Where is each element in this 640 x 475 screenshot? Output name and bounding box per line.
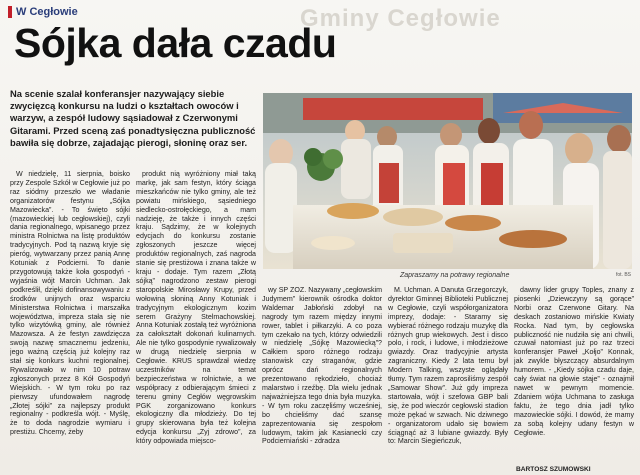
photo-credit: fot. BS xyxy=(616,272,632,278)
column-text: M. Uchman. A Danuta Grzegorczyk, dyrektor Gminnej Biblioteki Publicznej w Cegłowie, czyli współorganizatora imprezy, dodaje: - Staramy się wybierać różnego rodzaju muzykę dla różnych grup wiekowych. Jest i disco polo, i rock, i ludowe, i młodzieżowe gwiazdy. Oraz tradycyjnie artysta zagraniczny. Kiedy 2 lata temu był Modern Talking, wszyste oglądały tłumy. Tym razem zaprosiliśmy zespół „Samowar Show”. Już gdy impreza startowała, wójt i szefowa GBP bali się, że pod wieczór cegłowski stadion może pękać w szwach. Nic dziwnego - organizatorom udało się bowiem ściągnąć aż 3 lubiane gwiazdy. Były to: Marcin Siegieńczuk, xyxy=(388,286,508,446)
article-column-3 xyxy=(262,286,382,470)
article-column-5 xyxy=(514,286,634,462)
headline: Sójka dała czadu xyxy=(14,20,337,66)
article-column-4 xyxy=(388,286,508,470)
column-text: W niedzielę, 11 sierpnia, boisko przy Zespole Szkół w Cegłowie już po raz siódmy przeszło we władanie organizatorów festynu „Sójka Mazowiecka”. - To święto sójki (mazowieckiej lub cegłowskiej), czyli dania regionalnego, wpisanego przez ministra Rolnictwa na listę produktów tradycyjnych. Pod tą nazwą kryje się pieróg, wytwarzany przez panią Annę Kotuniak z Podcierni. To danie przygotowują także koła gospodyń - wyjaśnia wójt Marcin Uchman. Jak podkreślił, dzięki dofinansowywaniu z środków unijnych oraz wsparciu Ministerstwa Rolnictwa i marszałka województwa, impreza stała się nie tylko wizytówką gminy, ale również Mazowsza. A że festyn zawdzięcza swoją nazwę smacznemu jedzeniu, jego ważną częścią już kolejny raz stał się konkurs kuchni regionalnej. Rywalizowało w nim 10 potraw zgłoszonych przez 8 Kół Gospodyń Wiejskich. - W tym roku po raz pierwszy ufundowałem nagrodę „Złotej sójki” za najlepszy produkt regionalny - podkreśla wójt. - Myślę, że to doda nagrodzie wymiaru i prestiżu. Chcemy, żeby xyxy=(10,170,130,437)
author-byline: BARTOSZ SZUMOWSKI xyxy=(516,466,591,473)
article-column-2 xyxy=(136,170,256,470)
background-banner-text: Gminy Cegłowie xyxy=(300,5,501,32)
lead-paragraph: Na scenie szalał konferansjer nazywający siebie zwycięzcą konkursu na ludzi o kształtach owoców i warzyw, a zespół ludowy sąsiadował z Czerwonymi Gitarami. Przed sceną zaś ponadtysięczna publiczność bawiła się dobrze, zajadając pierogi, słoninę oraz ser. xyxy=(10,88,256,148)
article-column-1 xyxy=(10,170,130,470)
section-label: W Cegłowie xyxy=(8,6,78,18)
photo-caption: Zapraszamy na potrawy regionalne xyxy=(400,272,510,279)
column-text: wy SP ZOZ. Nazywany „cegłowskim Judymem” kierownik ośrodka doktor Waldemar Jabłoński zdobył na nagrody tym razem między innymi rower, tablet i piłkarzyki. A co poza tym czekało na tych, którzy odwiedzili w niedzielę „Sójkę Mazowiecką”? Całkiem sporo różnego rodzaju stanowisk czy straganów, gdzie oprócz dań regionalnych prezentowano rękodzieło, chociaż malarstwo i rzeźbę. Dla wielu jednak najważniejsza tego dnia była muzyka. - W tym roku zaczęliśmy wcześniej, bo chcieliśmy dać szansę zaprezentowania się zespołom ludowym, takim jak Kasianecki czy Podcierniański - zdradza xyxy=(262,286,382,446)
festival-photo-illustration xyxy=(263,93,632,269)
column-text: produkt nią wyróżniony miał taką markę, jak sam festyn, który ściąga mieszkańców nie tylko gminy, ale też powiatu mińskiego, sąsiedniego siedlecko-ostrołęckiego, a mam nadzieję, że także i innych części kraju. Sądzimy, że w kolejnych edycjach do konkursu zostanie zgłoszonych jeszcze więcej produktów regionalnych, zaś nagroda stanie się prestiżowa i znana także w kraju - dodaje. Tym razem „Złotą sójką” nagrodzono zestaw pierogi staropolskie Mirosławy Krupy, przed wołowiną słoniną Anny Kotuniak i tradycyjnym ekologicznym kozim serem Grażyny Stelmachowskiej. Anna Kotuniak zostałą też wyróżniona za całokształt dokonań kulinarnych. Ale nie tylko gospodynie rywalizowały w drugą niedzielę sierpnia w Cegłowie. KRUS sprawdzał wiedzę uczestników na temat bezpieczeństwa w rolnictwie, a we współpracy z odbierającym śmieci z terenu gminy Cegłów węgrowskim PGK zorganizowano konkurs ekologiczny dla młodzieży. Do tej grupy skierowana była też kolejna edycja konkursu „Zyj zdrowo”, za który odpowiada miejsco- xyxy=(136,170,256,446)
festival-photo xyxy=(263,93,632,269)
column-text: dawny lider grupy Toples, znany z piosenki „Dziewczyny są gorące” Norbi oraz Czerwone Gitary. Na deskach zostaniowo mińskie Kwiaty Rocka. Nad tym, by cegłowska publiczność nie nudziła się ani chwili, czuwał natomiast już po raz trzeci konferansjer Paweł „Kołjo” Konnak, jak zwykle błyszczący absurdalnym humorem. - „Kiedy sójka czadu daje, cały świat na głowie staje” - oznajmił nawet w pewnym momencie. Zdaniem wójta Uchmana to zasługa faktu, że tego dnia jadł tylko mazowieckie sójki. I dowód, że mamy za sobą kolejny udany festyn w Cegłowie. xyxy=(514,286,634,437)
